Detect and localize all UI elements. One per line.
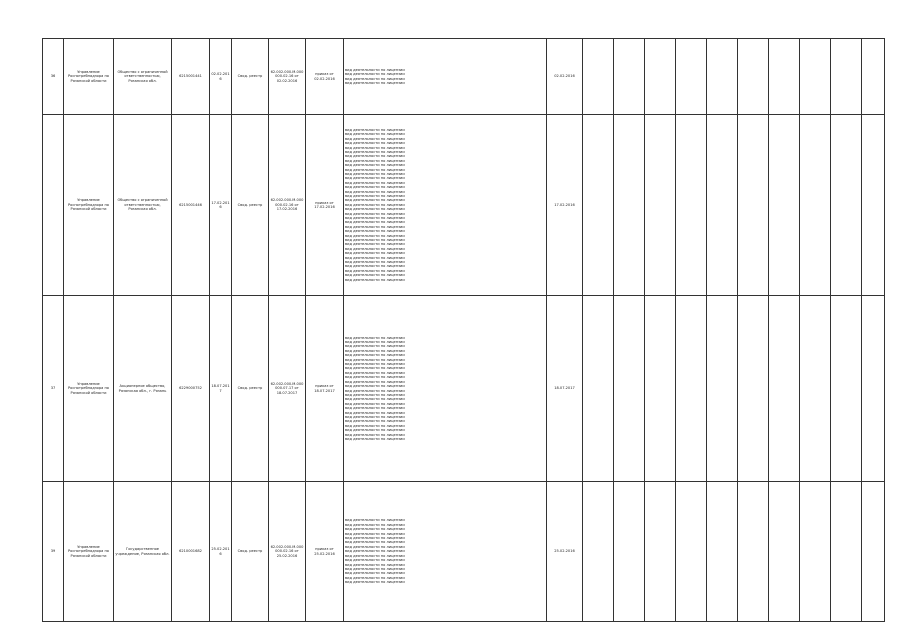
licence-number: 62.002.000.М.000000.02.16 от 02.02.2016 (269, 39, 306, 115)
issuing-authority: Управление Роспотребнадзора по Рязанской области (64, 39, 114, 115)
activity-item: вид деятельности по лицензии (345, 419, 405, 424)
activity-item: вид деятельности по лицензии (345, 76, 405, 81)
activity-item: вид деятельности по лицензии (345, 575, 405, 580)
activity-item: вид деятельности по лицензии (345, 388, 405, 393)
activity-list (344, 115, 547, 296)
table-row (43, 39, 885, 115)
activity-item: вид деятельности по лицензии (345, 72, 405, 77)
activity-item: вид деятельности по лицензии (345, 127, 405, 132)
activity-item: вид деятельности по лицензии (345, 260, 405, 265)
activity-item: вид деятельности по лицензии (345, 580, 405, 585)
activity-item: вид деятельности по лицензии (345, 397, 405, 402)
table-row (43, 115, 885, 296)
activity-item: вид деятельности по лицензии (345, 255, 405, 260)
activity-item: вид деятельности по лицензии (345, 216, 405, 221)
activity-item: вид деятельности по лицензии (345, 544, 405, 549)
row-number (43, 115, 64, 296)
issuing-authority: Управление Роспотребнадзора по Рязанской области (64, 482, 114, 622)
activity-item: вид деятельности по лицензии (345, 171, 405, 176)
activity-item: вид деятельности по лицензии (345, 251, 405, 256)
prior-order: приказ от 17.02.2016 (306, 115, 344, 296)
activity-item: вид деятельности по лицензии (345, 158, 405, 163)
activity-item: вид деятельности по лицензии (345, 273, 405, 278)
row-number: 37 (43, 296, 64, 482)
activity-item: вид деятельности по лицензии (345, 154, 405, 159)
activity-item: вид деятельности по лицензии (345, 428, 405, 433)
activity-list (344, 482, 547, 622)
table-row (43, 296, 885, 482)
activity-item: вид деятельности по лицензии (345, 558, 405, 563)
decision-date: 02.02.2016 (210, 39, 232, 115)
activity-item: вид деятельности по лицензии (345, 277, 405, 282)
activity-item: вид деятельности по лицензии (345, 238, 405, 243)
activity-item: вид деятельности по лицензии (345, 220, 405, 225)
activity-item: вид деятельности по лицензии (345, 357, 405, 362)
activity-item: вид деятельности по лицензии (345, 553, 405, 558)
activity-item: вид деятельности по лицензии (345, 185, 405, 190)
prior-order: приказ от 18.07.2017 (306, 296, 344, 482)
activity-item: вид деятельности по лицензии (345, 268, 405, 273)
activity-list (344, 296, 547, 482)
effective-date: 25.02.2016 (547, 482, 583, 622)
activity-item: вид деятельности по лицензии (345, 375, 405, 380)
activity-item: вид деятельности по лицензии (345, 401, 405, 406)
activity-item: вид деятельности по лицензии (345, 193, 405, 198)
activity-item: вид деятельности по лицензии (345, 224, 405, 229)
activity-item: вид деятельности по лицензии (345, 366, 405, 371)
effective-date: 02.02.2016 (547, 39, 583, 115)
prior-order: приказ от 25.02.2016 (306, 482, 344, 622)
ogrn: 6215001441 (172, 39, 210, 115)
activity-item: вид деятельности по лицензии (345, 335, 405, 340)
licence-number: 62.002.000.М.000000.02.16 от 25.02.2016 (269, 482, 306, 622)
activity-item: вид деятельности по лицензии (345, 348, 405, 353)
activity-item: вид деятельности по лицензии (345, 189, 405, 194)
activity-item: вид деятельности по лицензии (345, 149, 405, 154)
activity-item: вид деятельности по лицензии (345, 410, 405, 415)
activity-item: вид деятельности по лицензии (345, 432, 405, 437)
activity-item: вид деятельности по лицензии (345, 229, 405, 234)
activity-item: вид деятельности по лицензии (345, 406, 405, 411)
registry-note: Свод. реестр (232, 115, 269, 296)
activity-item: вид деятельности по лицензии (345, 549, 405, 554)
prior-order: приказ от 02.02.2016 (306, 39, 344, 115)
activity-item: вид деятельности по лицензии (345, 379, 405, 384)
activity-item: вид деятельности по лицензии (345, 242, 405, 247)
activity-item: вид деятельности по лицензии (345, 176, 405, 181)
license-register-table (42, 38, 885, 622)
activity-item: вид деятельности по лицензии (345, 340, 405, 345)
activity-item: вид деятельности по лицензии (345, 132, 405, 137)
organization-details: Общество с ограниченной ответственностью, Рязанская обл. (114, 39, 172, 115)
activity-item: вид деятельности по лицензии (345, 522, 405, 527)
activity-item: вид деятельности по лицензии (345, 384, 405, 389)
activity-item: вид деятельности по лицензии (345, 141, 405, 146)
ogrn: 6210001682 (172, 482, 210, 622)
organization-details: Государственное учреждение, Рязанская обл. (114, 482, 172, 622)
issuing-authority: Управление Роспотребнадзора по Рязанской области (64, 296, 114, 482)
activity-item: вид деятельности по лицензии (345, 370, 405, 375)
activity-item: вид деятельности по лицензии (345, 423, 405, 428)
effective-date: 17.02.2016 (547, 115, 583, 296)
activity-item: вид деятельности по лицензии (345, 246, 405, 251)
activity-item: вид деятельности по лицензии (345, 145, 405, 150)
activity-item: вид деятельности по лицензии (345, 167, 405, 172)
licence-number: 62.002.000.М.000000.07.17 от 18.07.2017 (269, 296, 306, 482)
activity-item: вид деятельности по лицензии (345, 198, 405, 203)
activity-item: вид деятельности по лицензии (345, 264, 405, 269)
registry-note: Свод. реестр (232, 482, 269, 622)
issuing-authority: Управление Роспотребнадзора по Рязанской области (64, 115, 114, 296)
registry-note: Свод. реестр (232, 296, 269, 482)
effective-date: 18.07.2017 (547, 296, 583, 482)
organization-details: Акционерное общество, Рязанская обл., г. Рязань (114, 296, 172, 482)
activity-item: вид деятельности по лицензии (345, 67, 405, 72)
activity-item: вид деятельности по лицензии (345, 414, 405, 419)
activity-item: вид деятельности по лицензии (345, 180, 405, 185)
ogrn: 6229000752 (172, 296, 210, 482)
row-number: 36 (43, 39, 64, 115)
licence-number: 62.002.000.М.000000.02.16 от 17.02.2016 (269, 115, 306, 296)
activity-item: вид деятельности по лицензии (345, 207, 405, 212)
table-body (43, 39, 885, 622)
activity-item: вид деятельности по лицензии (345, 80, 405, 85)
activity-item: вид деятельности по лицензии (345, 536, 405, 541)
activity-item: вид деятельности по лицензии (345, 540, 405, 545)
activity-item: вид деятельности по лицензии (345, 344, 405, 349)
activity-item: вид деятельности по лицензии (345, 562, 405, 567)
ogrn: 6215001446 (172, 115, 210, 296)
activity-item: вид деятельности по лицензии (345, 392, 405, 397)
activity-item: вид деятельности по лицензии (345, 362, 405, 367)
activity-item: вид деятельности по лицензии (345, 566, 405, 571)
decision-date: 25.02.2016 (210, 482, 232, 622)
activity-item: вид деятельности по лицензии (345, 531, 405, 536)
activity-item: вид деятельности по лицензии (345, 353, 405, 358)
activity-item: вид деятельности по лицензии (345, 136, 405, 141)
registry-note: Свод. реестр (232, 39, 269, 115)
activity-item: вид деятельности по лицензии (345, 163, 405, 168)
activity-list (344, 39, 547, 115)
activity-item: вид деятельности по лицензии (345, 233, 405, 238)
activity-item: вид деятельности по лицензии (345, 518, 405, 523)
decision-date: 17.02.2016 (210, 115, 232, 296)
row-number: 39 (43, 482, 64, 622)
decision-date: 18.07.2017 (210, 296, 232, 482)
table-row (43, 482, 885, 622)
activity-item: вид деятельности по лицензии (345, 527, 405, 532)
activity-item: вид деятельности по лицензии (345, 571, 405, 576)
organization-details: Общество с ограниченной ответственностью, Рязанская обл. (114, 115, 172, 296)
activity-item: вид деятельности по лицензии (345, 202, 405, 207)
activity-item: вид деятельности по лицензии (345, 436, 405, 441)
activity-item: вид деятельности по лицензии (345, 211, 405, 216)
